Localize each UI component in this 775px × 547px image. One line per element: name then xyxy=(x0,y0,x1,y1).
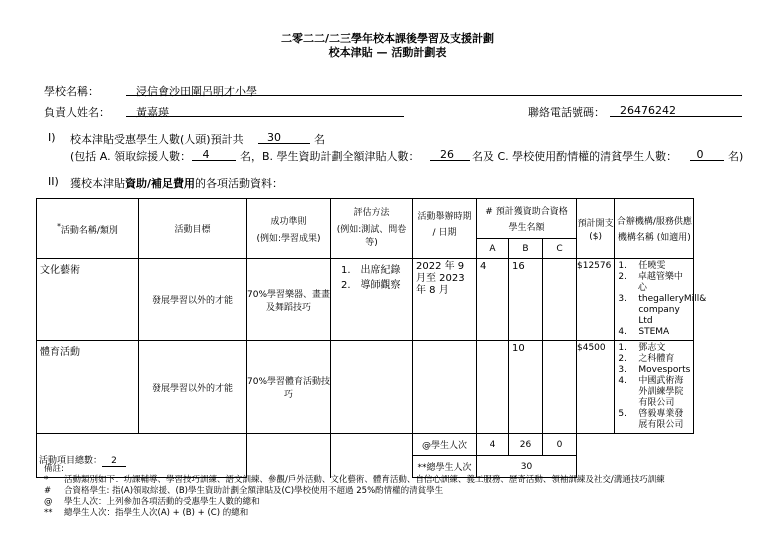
b-count: 26 xyxy=(440,148,454,161)
section1-unit: 名 xyxy=(314,133,325,146)
activity-cost: $12576 xyxy=(577,259,615,341)
phone-value: 26476242 xyxy=(620,104,676,117)
c-count: 0 xyxy=(696,148,704,161)
note-item: * 活動類別如下：功課輔導、學習技巧訓練、語文訓練、參觀/戶外活動、文化藝術、體育活動、自信心訓練、義工服務、歷奇活動、領袖訓練及社交/溝通技巧訓練 xyxy=(44,475,665,485)
form-title: 二零二二/二三學年校本課後學習及支援計劃 xyxy=(280,32,495,45)
org-item: 5. 啓毅專業發展有限公司 xyxy=(618,409,684,430)
activity-eval xyxy=(331,259,413,341)
total-value: 30 xyxy=(267,131,281,144)
notes xyxy=(44,464,665,519)
activity-goal: 發展學習以外的才能 xyxy=(139,341,247,434)
section1-marker: I) xyxy=(48,131,56,144)
header-cost-1: 預計開支 xyxy=(577,218,614,229)
activity-goal: 發展學習以外的才能 xyxy=(139,259,247,341)
header-org-1: 合辦機構/服務供應 xyxy=(616,217,692,227)
header-col-b: B xyxy=(509,239,543,259)
students-a: 4 xyxy=(477,259,509,341)
students-b: 10 xyxy=(509,341,543,434)
person-value: 黃嘉瑛 xyxy=(136,106,169,119)
header-students xyxy=(477,199,577,239)
students-c xyxy=(543,259,577,341)
header-period-1: 活動舉辦時期 xyxy=(417,212,472,222)
section1-text: 校本津貼受惠學生人數(人頭)預計共 xyxy=(70,133,244,146)
org-item: 4. STEMA xyxy=(618,327,670,337)
header-eval-1: 評估方法 xyxy=(353,208,390,218)
students-b: 16 xyxy=(509,259,543,341)
activity-orgs xyxy=(615,341,694,434)
header-col-c: C xyxy=(543,239,577,259)
header-eval xyxy=(331,199,413,259)
school-name-label: 學校名稱： xyxy=(44,85,99,98)
form-subtitle: 校本津貼 — 活動計劃表 xyxy=(328,46,447,59)
activity-criteria: 70%學習樂器、畫畫及舞蹈技巧 xyxy=(247,259,331,341)
org-item: 4. 中國武術海外訓練學院有限公司 xyxy=(618,376,684,408)
table-row xyxy=(37,341,694,434)
section2-text-bold: 資助/補足費用 xyxy=(125,177,196,190)
section2-marker: II) xyxy=(48,175,59,188)
grand-total-value: 30 xyxy=(477,456,577,478)
org-item: 2. 卓越管樂中心 xyxy=(618,272,683,293)
header-name-star: * xyxy=(57,221,61,231)
grand-total-label: **總學生人次 xyxy=(413,456,477,478)
header-period-2: / 日期 xyxy=(432,228,457,238)
a-count: 4 xyxy=(202,148,210,161)
section1-line2-c: 名及 C. 學校使用酌情權的清貧學生人數： xyxy=(472,150,678,163)
note-item: # 合資格學生: 指(A)領取綜援、(B)學生資助計劃全額津貼及(C)學校使用不超過 25%酌情權的清貧學生 xyxy=(44,486,444,496)
activity-eval xyxy=(331,341,413,434)
header-cost-2: ($) xyxy=(589,231,603,242)
phone-label: 聯絡電話號碼： xyxy=(528,106,605,119)
school-name-value: 浸信會沙田圍呂明才小學 xyxy=(136,85,257,98)
activity-criteria: 70%學習體育活動技巧 xyxy=(247,341,331,434)
activity-orgs xyxy=(615,259,707,341)
note-item: @ 學生人次：上列參加各項活動的受惠學生人數的總和 xyxy=(44,497,260,507)
header-name-text: 活動名稱/類別 xyxy=(60,225,118,236)
table-row xyxy=(37,259,694,341)
org-item: 2. 之科體育 xyxy=(618,354,675,364)
header-criteria xyxy=(247,199,331,259)
section2-text-a: 獲校本津貼 xyxy=(70,177,125,190)
org-item: 1. 任曉雯 xyxy=(618,261,666,271)
eval-item: 1. 出席紀錄 xyxy=(341,265,401,276)
header-criteria-1: 成功準則 xyxy=(270,216,307,227)
activity-period xyxy=(413,341,477,434)
notes-title: 備註: xyxy=(44,464,64,474)
header-activity-name xyxy=(37,199,139,259)
header-org xyxy=(615,199,694,259)
org-item: 3. thegalleryMill& company Ltd xyxy=(618,294,707,326)
total-activities-value: 2 xyxy=(102,456,126,467)
header-students-2: 學生名額 xyxy=(508,223,545,233)
header-goal: 活動目標 xyxy=(139,199,247,259)
sum-b: 26 xyxy=(509,434,543,456)
org-item: 1. 鄧志文 xyxy=(618,343,666,353)
eval-item: 2. 導師觀察 xyxy=(341,280,401,291)
header-eval-2: (例如:測試、問卷等) xyxy=(336,225,407,248)
activity-name: 文化藝術 xyxy=(37,259,139,341)
activity-name: 體育活動 xyxy=(37,341,139,434)
sum-c: 0 xyxy=(543,434,577,456)
section1-line2-d: 名) xyxy=(728,150,744,163)
section1-line2-a: (包括 A. 領取綜援人數： xyxy=(70,150,192,163)
activity-table xyxy=(36,198,707,478)
person-label: 負責人姓名： xyxy=(44,106,110,119)
section2-text xyxy=(70,175,283,191)
header-students-1: # 預計獲資助合資格 xyxy=(485,207,568,217)
header-criteria-2: (例如:學習成果) xyxy=(256,233,321,244)
section2-text-b: 的各項活動資料： xyxy=(195,177,284,190)
total-activities-label: 活動項目總數： xyxy=(39,456,103,466)
activity-period: 2022 年 9 月至 2023 年 8 月 xyxy=(413,259,477,341)
header-period xyxy=(413,199,477,259)
student-count-label: @學生人次 xyxy=(413,434,477,456)
sum-a: 4 xyxy=(477,434,509,456)
note-item: ** 總學生人次：指學生人次(A) + (B) + (C) 的總和 xyxy=(44,508,249,518)
activity-cost: $4500 xyxy=(577,341,615,434)
header-cost xyxy=(577,199,615,259)
students-a xyxy=(477,341,509,434)
org-item: 3. Movesports xyxy=(618,365,691,375)
header-org-2: 機構名稱 (如適用) xyxy=(617,233,691,243)
students-c xyxy=(543,341,577,434)
section1-line2-b: 名，B. 學生資助計劃全額津貼人數： xyxy=(240,150,420,163)
header-col-a: A xyxy=(477,239,509,259)
